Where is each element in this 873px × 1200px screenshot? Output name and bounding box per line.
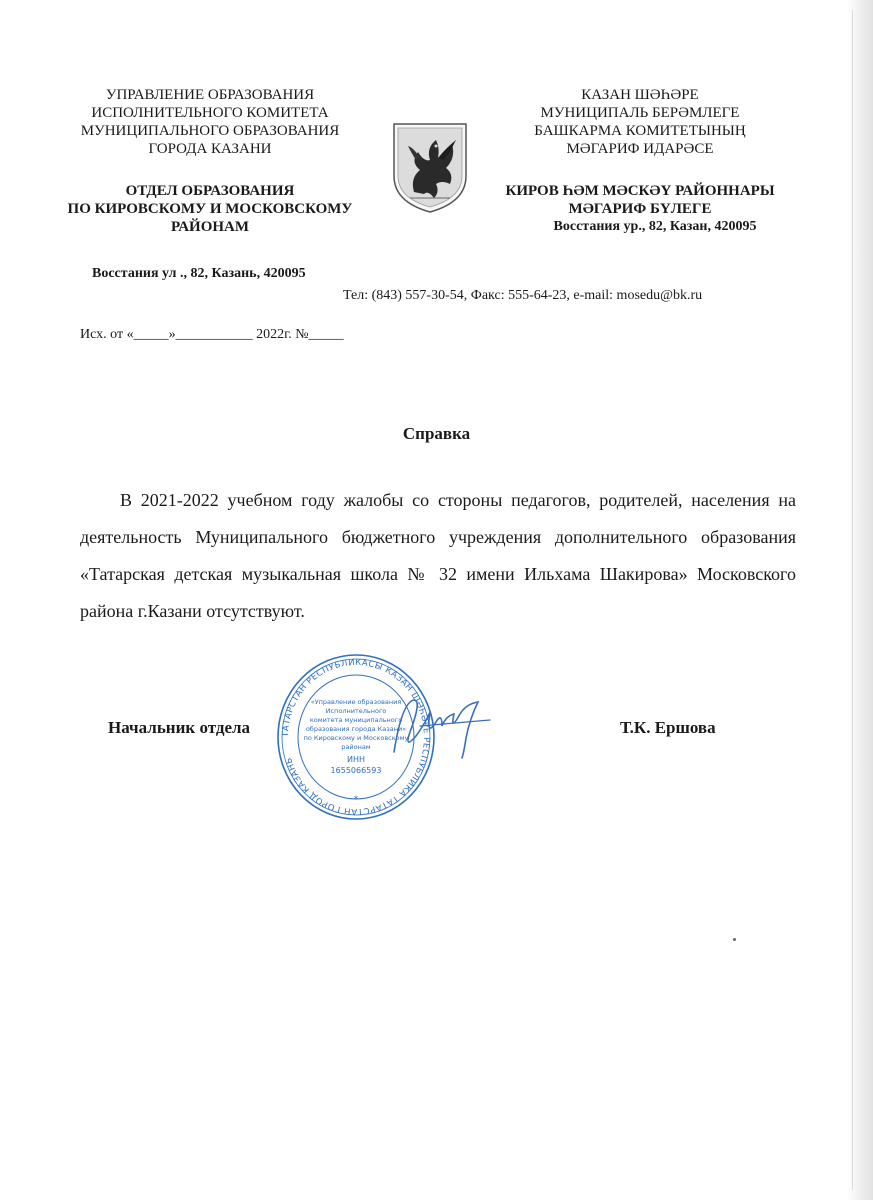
header-right-line: МУНИЦИПАЛЬ БЕРӘМЛЕГЕ (540, 105, 740, 121)
header-left-line: ИСПОЛНИТЕЛЬНОГО КОМИТЕТА (91, 105, 329, 121)
header-left (60, 86, 360, 236)
signer-name: Т.К. Ершова (620, 718, 716, 737)
header-left-address: Восстания ул ., 82, Казань, 420095 (92, 266, 306, 281)
header-left-dept-line: ПО КИРОВСКОМУ И МОСКОВСКОМУ (67, 201, 353, 217)
stamp-inner-line: по Кировскому и Московскому (303, 734, 409, 742)
stamp-outer-text: ТАТАРСТАН РЕСПУБЛИКАСЫ КАЗАН ШӘҺӘРЕ РЕСПУБЛИКА ТАТАРСТАН ГОРОД КАЗАНЬ (280, 657, 432, 817)
header-right-line: МӘГАРИФ ИДАРӘСЕ (566, 141, 714, 157)
stamp-inner-line: Исполнительного (325, 707, 387, 715)
stamp-inner-line: комитета муниципального (309, 716, 403, 724)
header-right-line: КАЗАН ШӘҺӘРЕ (581, 87, 699, 103)
stamp-inner-line: «Управление образования (310, 698, 402, 706)
header-right-dept-line: МӘГАРИФ БҮЛЕГЕ (568, 201, 712, 217)
stamp-inn-label: ИНН (346, 755, 366, 764)
signer-position: Начальник отдела (108, 718, 251, 737)
header-left-line: МУНИЦИПАЛЬНОГО ОБРАЗОВАНИЯ (80, 123, 340, 139)
body-paragraph: В 2021-2022 учебном году жалобы со стороны педагогов, родителей, населения на деятельность Муниципального бюджетного учреждения дополнительного образования «Татарская детская музыкальная школа № 32 имени Ильхама Шакирова» Московского района г.Казани отсутствуют. (80, 490, 796, 621)
header-left-dept-line: РАЙОНАМ (170, 219, 250, 235)
reference-line: Исх. от «_____»___________ 2022г. №_____ (80, 327, 344, 342)
header-right-dept-line: КИРОВ ҺӘМ МӘСКӘҮ РАЙОННАРЫ (505, 183, 775, 199)
header-left-dept-line: ОТДЕЛ ОБРАЗОВАНИЯ (125, 183, 295, 199)
svg-text:*: * (353, 795, 359, 805)
header-right-address: Восстания ур., 82, Казан, 420095 (553, 219, 757, 234)
stamp-inner-line: образования города Казани» (305, 725, 407, 733)
scan-edge-line (852, 10, 853, 1190)
header-left-line: ГОРОДА КАЗАНИ (148, 141, 272, 157)
scan-speck (733, 938, 736, 941)
stamp-inner-line: районам (341, 743, 371, 751)
header-left-line: УПРАВЛЕНИЕ ОБРАЗОВАНИЯ (105, 87, 315, 103)
document-title: Справка (402, 424, 471, 443)
header-right-line: БАШКАРМА КОМИТЕТЫНЫҢ (534, 123, 746, 139)
stamp-inn-value: 1655066593 (330, 766, 382, 775)
kazan-coat-of-arms-icon (390, 118, 470, 214)
handwritten-signature-icon (380, 692, 500, 762)
contact-line: Тел: (843) 557-30-54, Факс: 555-64-23, e-mail: mosedu@bk.ru (343, 288, 703, 303)
scan-edge-shadow (847, 0, 873, 1200)
header-right (495, 86, 785, 236)
